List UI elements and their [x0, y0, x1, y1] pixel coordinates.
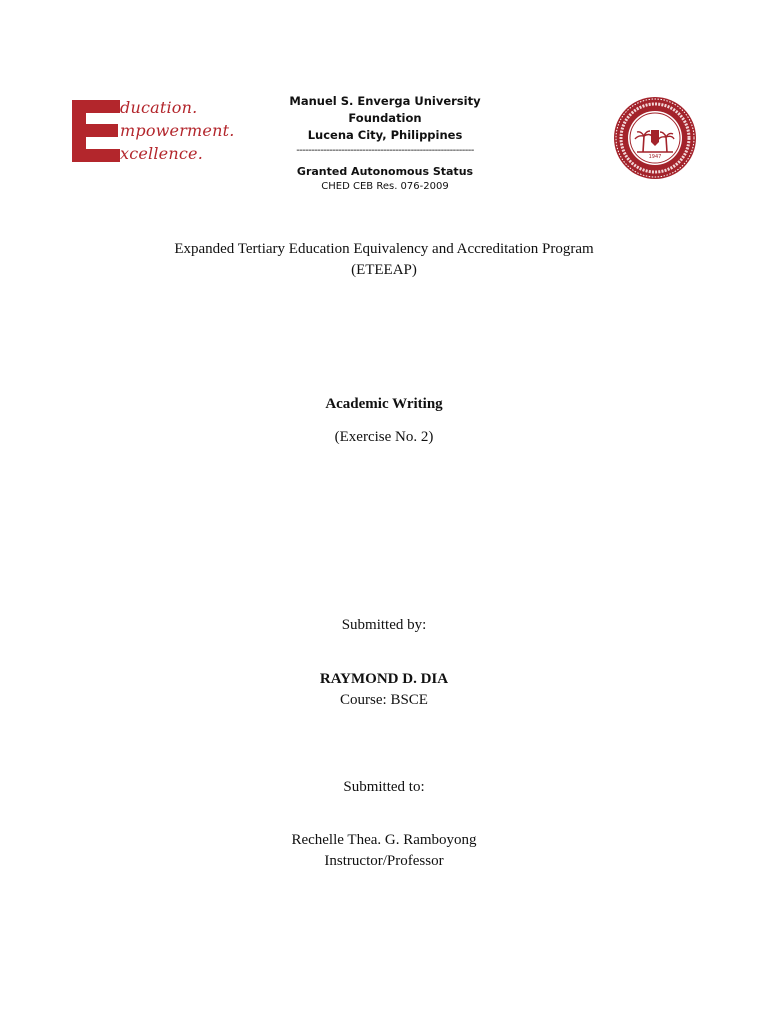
subject-title: Academic Writing [325, 396, 443, 412]
logo-line-excellence: xcellence. [120, 144, 203, 163]
instructor-name: Rechelle Thea. G. Ramboyong [291, 832, 477, 848]
logo-line-empowerment: mpowerment. [120, 121, 235, 140]
seal-year: 1947 [648, 154, 662, 160]
education-empowerment-excellence-logo [72, 100, 242, 166]
submitted-by-label: Submitted by: [341, 617, 427, 633]
university-name: Manuel S. Enverga University Foundation [289, 94, 481, 125]
student-course: Course: BSCE [340, 692, 428, 708]
ched-resolution: CHED CEB Res. 076-2009 [321, 181, 449, 192]
program-acronym: (ETEEAP) [351, 262, 417, 278]
institution-header [255, 93, 515, 194]
university-seal-icon [613, 96, 697, 180]
program-title: Expanded Tertiary Education Equivalency and Accreditation Program [174, 241, 594, 257]
logo-e-letter-icon [72, 100, 122, 162]
instructor-role: Instructor/Professor [324, 853, 444, 869]
exercise-number: (Exercise No. 2) [334, 429, 434, 445]
student-name: RAYMOND D. DIA [319, 671, 449, 687]
header-divider: ----------------------------------------------------------- [296, 145, 474, 156]
autonomous-status: Granted Autonomous Status [296, 165, 474, 178]
logo-line-education: ducation. [120, 98, 198, 117]
university-city: Lucena City, Philippines [307, 128, 463, 142]
submitted-to-label: Submitted to: [343, 779, 425, 795]
